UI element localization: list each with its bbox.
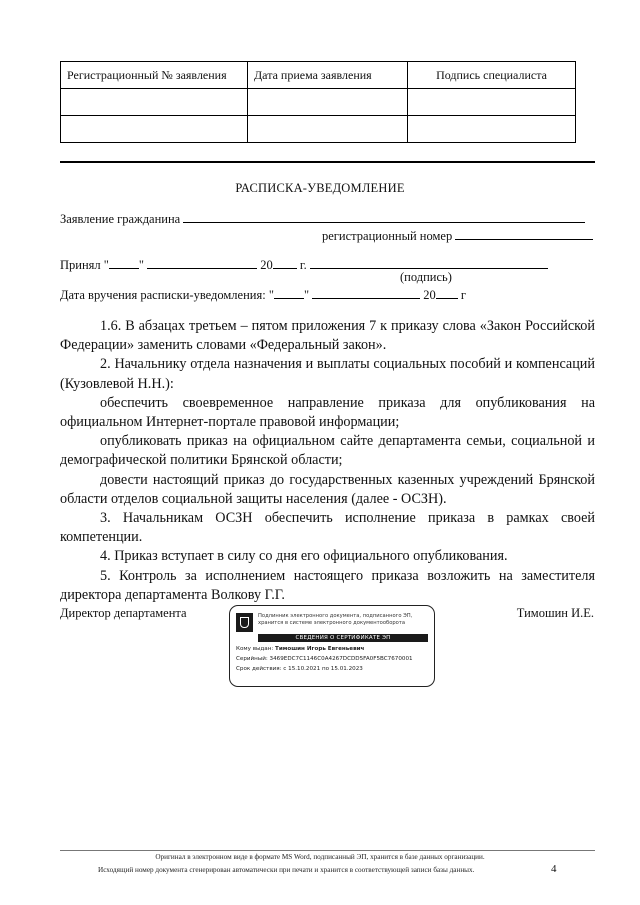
accepted-label: Принял "	[60, 258, 109, 272]
delivery-line	[60, 287, 466, 303]
paragraph: довести настоящий приказ до государственных казенных учреждений Брянской области отделов социальной защиты населения (далее - ОСЗН).	[60, 471, 595, 507]
paragraph: обеспечить своевременное направление приказа для опубликования на официальном Интернет-портале правовой информации;	[60, 394, 595, 431]
paragraph: 2. Начальнику отдела назначения и выплаты социальных пособий и компенсаций (Кузовлевой Н.Н.):	[60, 356, 595, 392]
signature-caption: (подпись)	[400, 270, 452, 284]
year-blank	[273, 257, 297, 269]
delivery-label: Дата вручения расписки-уведомления: "	[60, 288, 274, 302]
footer-line-1: Оригинал в электронном виде в формате MS Word, подписанный ЭП, хранится в базе данных организации.	[155, 853, 485, 861]
registration-table	[60, 61, 576, 143]
delivery-year-blank	[436, 287, 458, 299]
paragraph: 3. Начальникам ОСЗН обеспечить исполнение приказа в рамках своей компетенции.	[60, 510, 595, 546]
applicant-blank	[183, 211, 585, 223]
order-body	[60, 317, 595, 605]
paragraph: 4. Приказ вступает в силу со дня его официального опубликования.	[100, 548, 508, 565]
footer-divider	[60, 850, 595, 851]
applicant-line	[60, 211, 585, 227]
signature-blank	[310, 257, 548, 269]
paragraph: опубликовать приказ на официальном сайте департамента семьи, социальной и демографической политики Брянской области;	[60, 433, 595, 469]
table-cell	[61, 116, 248, 143]
table-row	[61, 116, 576, 143]
section-divider	[60, 161, 595, 163]
quote-close: "	[303, 288, 310, 302]
paragraph: 5. Контроль за исполнением настоящего приказа возложить на заместителя директора департамента Волкову Г.Г.	[60, 567, 595, 603]
e-signature-stamp	[229, 605, 435, 687]
stamp-label: Срок действия:	[236, 666, 282, 672]
reg-number-blank	[455, 228, 593, 240]
stamp-issued-to	[236, 645, 364, 653]
year-prefix: 20	[260, 258, 273, 272]
table-header-row	[61, 62, 576, 89]
stamp-value: 3469EDC7C1146C0A4267DCDD5FA0F5BC7670001	[269, 656, 413, 662]
stamp-value: Тимошин Игорь Евгеньевич	[275, 646, 365, 652]
accepted-line	[60, 257, 548, 273]
delivery-day-blank	[274, 287, 304, 299]
reg-number-line	[322, 228, 593, 244]
stamp-validity	[236, 665, 363, 673]
table-cell	[248, 116, 408, 143]
header-specialist-signature: Подпись специалиста	[408, 62, 576, 89]
table-cell	[248, 89, 408, 116]
delivery-month-blank	[312, 287, 420, 299]
coat-of-arms-icon	[236, 613, 253, 632]
stamp-label: Серийный:	[236, 656, 268, 662]
receipt-title: РАСПИСКА-УВЕДОМЛЕНИЕ	[235, 181, 405, 195]
stamp-header: СВЕДЕНИЯ О СЕРТИФИКАТЕ ЭП	[258, 634, 428, 642]
stamp-serial	[236, 655, 413, 663]
paragraph: 1.6. В абзацах третьем – пятом приложения 7 к приказу слова «Закон Российской Федерации» заменить словами «Федеральный закон».	[60, 318, 595, 354]
signer-position: Директор департамента	[60, 606, 187, 620]
delivery-year-suffix: г	[460, 288, 467, 302]
header-reg-number: Регистрационный № заявления	[61, 62, 248, 89]
delivery-year-prefix: 20	[423, 288, 436, 302]
stamp-label: Кому выдан:	[236, 646, 274, 652]
table-cell	[61, 89, 248, 116]
header-receipt-date: Дата приема заявления	[248, 62, 408, 89]
stamp-notice-line: Подлинник электронного документа, подписанного ЭП,	[258, 613, 413, 619]
footer-line-2: Исходящий номер документа сгенерирован автоматически при печати и хранится в соответствующей записи базы данных.	[98, 866, 475, 874]
applicant-label: Заявление гражданина	[60, 212, 181, 226]
reg-number-label: регистрационный номер	[322, 229, 453, 243]
year-suffix: г.	[299, 258, 307, 272]
table-cell	[408, 89, 576, 116]
quote-close: "	[138, 258, 144, 272]
day-blank	[109, 257, 139, 269]
month-blank	[147, 257, 257, 269]
stamp-notice-line: хранится в системе электронного документооборота	[258, 620, 406, 626]
table-row	[61, 89, 576, 116]
table-cell	[408, 116, 576, 143]
stamp-notice	[258, 613, 430, 627]
page-number: 4	[551, 863, 557, 875]
signer-name: Тимошин И.Е.	[516, 606, 594, 620]
stamp-value: с 15.10.2021 по 15.01.2023	[283, 666, 363, 672]
